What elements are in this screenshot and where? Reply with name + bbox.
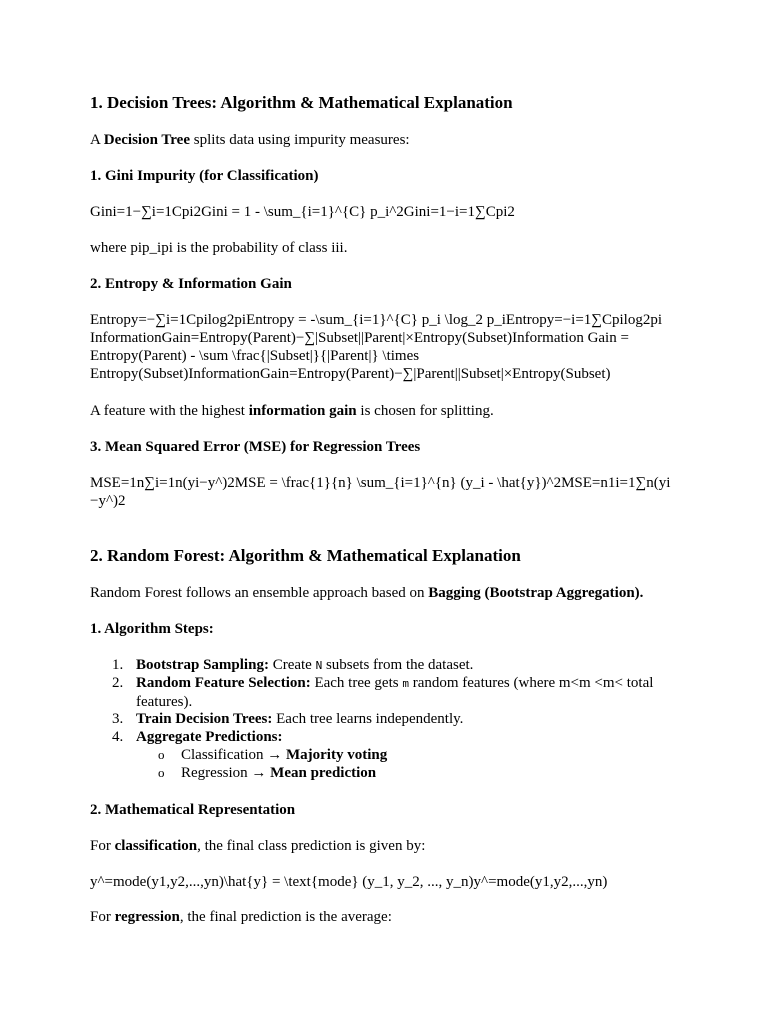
step-code: N xyxy=(315,659,323,672)
feature-text-rest: is chosen for splitting. xyxy=(356,403,494,419)
reg-text-rest: , the final prediction is the average: xyxy=(179,909,392,925)
sub-item-label: Classification xyxy=(181,747,268,763)
step-bold: Train Decision Trees: xyxy=(136,711,273,727)
list-number: 4. xyxy=(112,729,124,745)
mode-formula: y^=mode(y1,y2,...,yn)\hat{y} = \text{mode} (y_1, y_2, ..., y_n)y^=mode(y1,y2,...,yn) xyxy=(90,874,608,890)
section-1-title: 1. Decision Trees: Algorithm & Mathematical Explanation xyxy=(90,93,513,112)
step-text: Each tree learns independently. xyxy=(272,711,464,727)
step-text-rest: random features (where m<m <m< total xyxy=(408,675,654,691)
class-bold: classification xyxy=(114,838,198,854)
sub-item-text xyxy=(181,764,376,782)
sub-item-bold: Majority voting xyxy=(282,747,388,763)
reg-text: For xyxy=(90,909,115,925)
step-bold: Aggregate Predictions: xyxy=(136,729,283,745)
mse-formula-line-2: −y^)2 xyxy=(90,493,126,509)
gini-heading: 1. Gini Impurity (for Classification) xyxy=(90,168,319,184)
step-bold: Random Feature Selection: xyxy=(136,675,311,691)
step-text-rest: subsets from the dataset. xyxy=(322,657,474,673)
step-text: Each tree gets xyxy=(310,675,403,691)
sub-bullet: o xyxy=(158,765,165,780)
classification-note xyxy=(90,837,690,855)
list-number: 1. xyxy=(112,657,124,673)
class-text: For xyxy=(90,838,115,854)
random-forest-intro xyxy=(90,584,690,602)
reg-bold: regression xyxy=(114,909,180,925)
sub-item-label: Regression xyxy=(181,765,252,781)
mse-formula-line-1: MSE=1n∑i=1n(yi−y^)2MSE = \frac{1}{n} \sum_{i=1}^{n} (y_i - \hat{y})^2MSE=n1i=1∑n(yi xyxy=(90,475,671,491)
list-item-text xyxy=(136,728,676,746)
rf-intro-text: Random Forest follows an ensemble approach based on xyxy=(90,585,429,601)
regression-note xyxy=(90,908,690,926)
math-representation-heading: 2. Mathematical Representation xyxy=(90,802,296,818)
algorithm-steps-heading: 1. Algorithm Steps: xyxy=(90,621,214,637)
step-text: Create xyxy=(268,657,316,673)
class-text-rest: , the final class prediction is given by: xyxy=(197,838,426,854)
entropy-formula-line-2: InformationGain=Entropy(Parent)−∑|Subset||Parent|×Entropy(Subset)Information Gain = xyxy=(90,330,629,346)
feature-text: A feature with the highest xyxy=(90,403,249,419)
decision-tree-intro xyxy=(90,131,690,149)
intro-text: A xyxy=(90,132,104,148)
entropy-heading: 2. Entropy & Information Gain xyxy=(90,276,292,292)
sub-bullet: o xyxy=(158,747,165,762)
list-item-text xyxy=(136,674,676,711)
gini-note: where pip_ipi is the probability of class iii. xyxy=(90,240,348,256)
list-number: 3. xyxy=(112,711,124,727)
entropy-formula-line-4: Entropy(Subset)InformationGain=Entropy(Parent)−∑|Parent||Subset|×Entropy(Subset) xyxy=(90,366,611,382)
feature-bold: information gain xyxy=(248,403,357,419)
arrow-right-icon: → xyxy=(267,747,283,763)
step-text-wrap: features). xyxy=(136,694,193,710)
gini-formula: Gini=1−∑i=1Cpi2Gini = 1 - \sum_{i=1}^{C} p_i^2Gini=1−i=1∑Cpi2 xyxy=(90,204,515,220)
step-code: m xyxy=(402,677,409,690)
list-item-text xyxy=(136,710,676,728)
mse-heading: 3. Mean Squared Error (MSE) for Regression Trees xyxy=(90,439,421,455)
sub-item-bold: Mean prediction xyxy=(266,765,377,781)
arrow-right-icon: → xyxy=(251,765,267,781)
list-number: 2. xyxy=(112,675,124,691)
intro-text-rest: splits data using impurity measures: xyxy=(190,132,410,148)
intro-bold: Decision Tree xyxy=(103,132,191,148)
list-item-text xyxy=(136,656,676,675)
sub-item-text xyxy=(181,746,387,764)
entropy-formula-line-1: Entropy=−∑i=1Cpilog2piEntropy = -\sum_{i=1}^{C} p_i \log_2 p_iEntropy=−i=1∑Cpilog2pi xyxy=(90,312,662,328)
section-2-title: 2. Random Forest: Algorithm & Mathematical Explanation xyxy=(90,546,521,565)
feature-note xyxy=(90,402,690,420)
rf-intro-bold: Bagging (Bootstrap Aggregation). xyxy=(428,585,644,601)
step-bold: Bootstrap Sampling: xyxy=(136,657,269,673)
entropy-formula-line-3: Entropy(Parent) - \sum \frac{|Subset|}{|Parent|} \times xyxy=(90,348,420,364)
